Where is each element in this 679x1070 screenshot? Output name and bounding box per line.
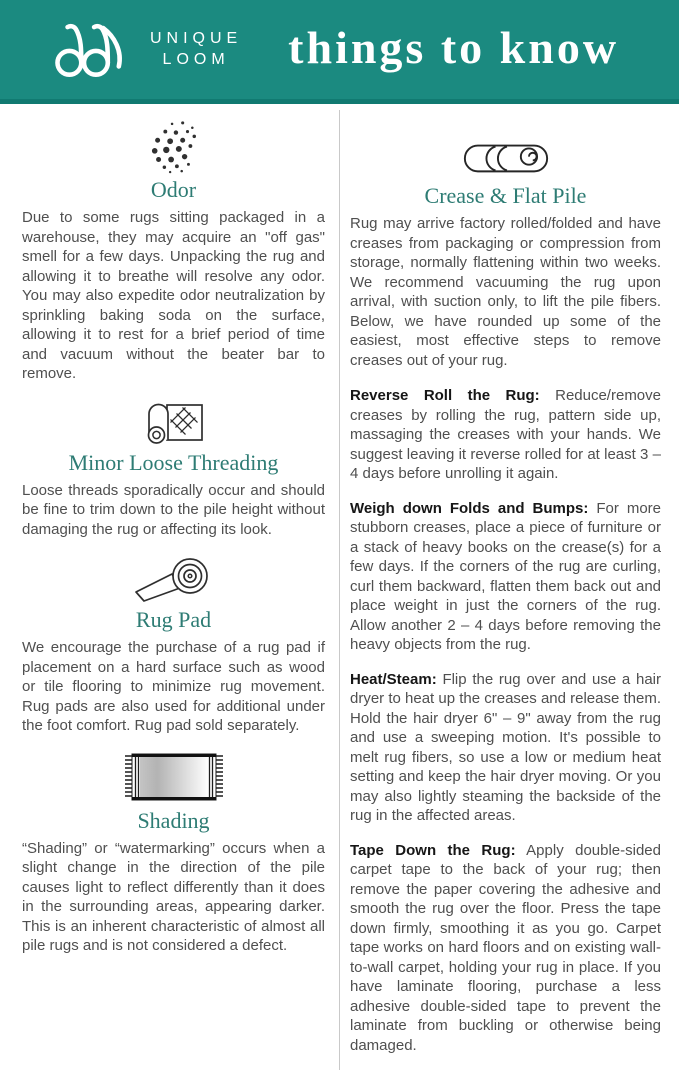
tip-weigh-down (350, 499, 661, 655)
rolled-rug-side-icon (350, 136, 661, 180)
header-banner (0, 0, 679, 104)
odor-dots-icon (22, 120, 325, 174)
tip-reverse-roll-body: Reduce/remove creases by rolling the rug, pattern side up, massaging the creases with your hands. We suggest leaving it reverse rolled for at least 3 – 4 days before unrolling it again. (350, 387, 661, 482)
section-body-rug-pad: We encourage the purchase of a rug pad if placement on a hard surface such as wood or tile flooring to minimize rug movement. Rug pads are also used for additional under the foot comfort. Rug pad sold separately. (22, 639, 325, 734)
tip-tape-down (350, 841, 661, 1056)
tip-weigh-down-body: For more stubborn creases, place a piece of furniture or a stack of heavy books on the crease(s) for a few days. If the corners of the rug are curling, curl them backward, flatten them back out and place weight in just the corners of the rug. Allow another 2 – 4 days before removing the heavy objects from the rug. (350, 499, 662, 653)
unique-loom-logo-icon (52, 17, 138, 83)
tip-weigh-down-label: Weigh down Folds and Bumps: (350, 499, 589, 517)
section-heading-threading: Minor Loose Threading (68, 449, 279, 475)
rolled-rug-crosshatch-icon (22, 397, 325, 447)
section-heading-odor: Odor (150, 177, 197, 202)
brand-line-2: LOOM (162, 50, 230, 68)
crease-tips-list (350, 386, 661, 1055)
section-minor-loose-threading (22, 397, 325, 540)
tip-reverse-roll (350, 386, 661, 484)
section-body-threading: Loose threads sporadically occur and should be fine to trim down to the pile height without damaging the rug or affecting its look. (22, 481, 325, 538)
page-title: things to know (288, 22, 620, 73)
section-heading-rug-pad: Rug Pad (135, 607, 212, 632)
content-area (0, 104, 679, 1070)
tip-tape-down-label: Tape Down the Rug: (350, 841, 516, 859)
tip-reverse-roll-label: Reverse Roll the Rug: (350, 387, 540, 404)
brand-logo (52, 17, 242, 83)
section-heading-crease: Crease & Flat Pile (424, 183, 587, 208)
section-body-crease: Rug may arrive factory rolled/folded and have creases from packaging or compression from storage, normally flattening within two weeks. We recommend vacuuming the rug upon arrival, with suction only, to lift the pile fibers. Below, we have rounded up some of the easiest, most effective steps to remove creases out of your rug. (350, 215, 661, 369)
tip-heat-steam-body: Flip the rug over and use a hair dryer to heat up the creases and release them. Hold the hair dryer 6" – 9" away from the rug and use a sweeping motion. It's possible to melt rug fibers, so use a low or medium heat setting and keep the hair dryer moving. Or you may also lightly steaming the backside of the rug in the affected areas. (350, 670, 662, 824)
right-column (340, 110, 679, 1070)
brand-name (150, 29, 242, 71)
tip-tape-down-body: Apply double-sided carpet tape to the back of your rug; then remove the paper covering the adhesive and smooth the rug over the floor. Press the tape down firmly, smoothing it as you go. Carpet tape works on hard floors and on existing wall-to-wall carpet, holding your rug in place. If you have laminate flooring, purchase a less adhesive double-sided tape to prevent the laminate from buckling or otherwise being damaged. (350, 841, 661, 1054)
section-heading-shading: Shading (137, 807, 210, 833)
rug-pad-roll-icon (22, 552, 325, 604)
shaded-rug-icon (22, 749, 325, 805)
section-body-odor: Due to some rugs sitting packaged in a warehouse, they may acquire an "off gas" smell for a few days. Unpacking the rug and allowing it to breathe will resolve any odor. You may also expedite odor neutralization by sprinkling baking soda on the surface, allowing it to rest for a brief period of time and vacuum without the beater bar to remove. (22, 209, 325, 382)
section-crease-flat-pile (350, 136, 661, 370)
section-rug-pad (22, 552, 325, 736)
section-shading (22, 749, 325, 956)
brand-line-1: UNIQUE (150, 29, 243, 47)
left-column (0, 110, 339, 1070)
tip-heat-steam-label: Heat/Steam: (350, 670, 437, 688)
tip-heat-steam (350, 670, 661, 826)
section-body-shading: “Shading” or “watermarking” occurs when a slight change in the direction of the pile causes light to reflect differently than it does in the surrounding areas, appearing darker. This is an inherent characteristic of almost all pile rugs and is not considered a defect. (22, 839, 325, 954)
section-odor (22, 120, 325, 384)
